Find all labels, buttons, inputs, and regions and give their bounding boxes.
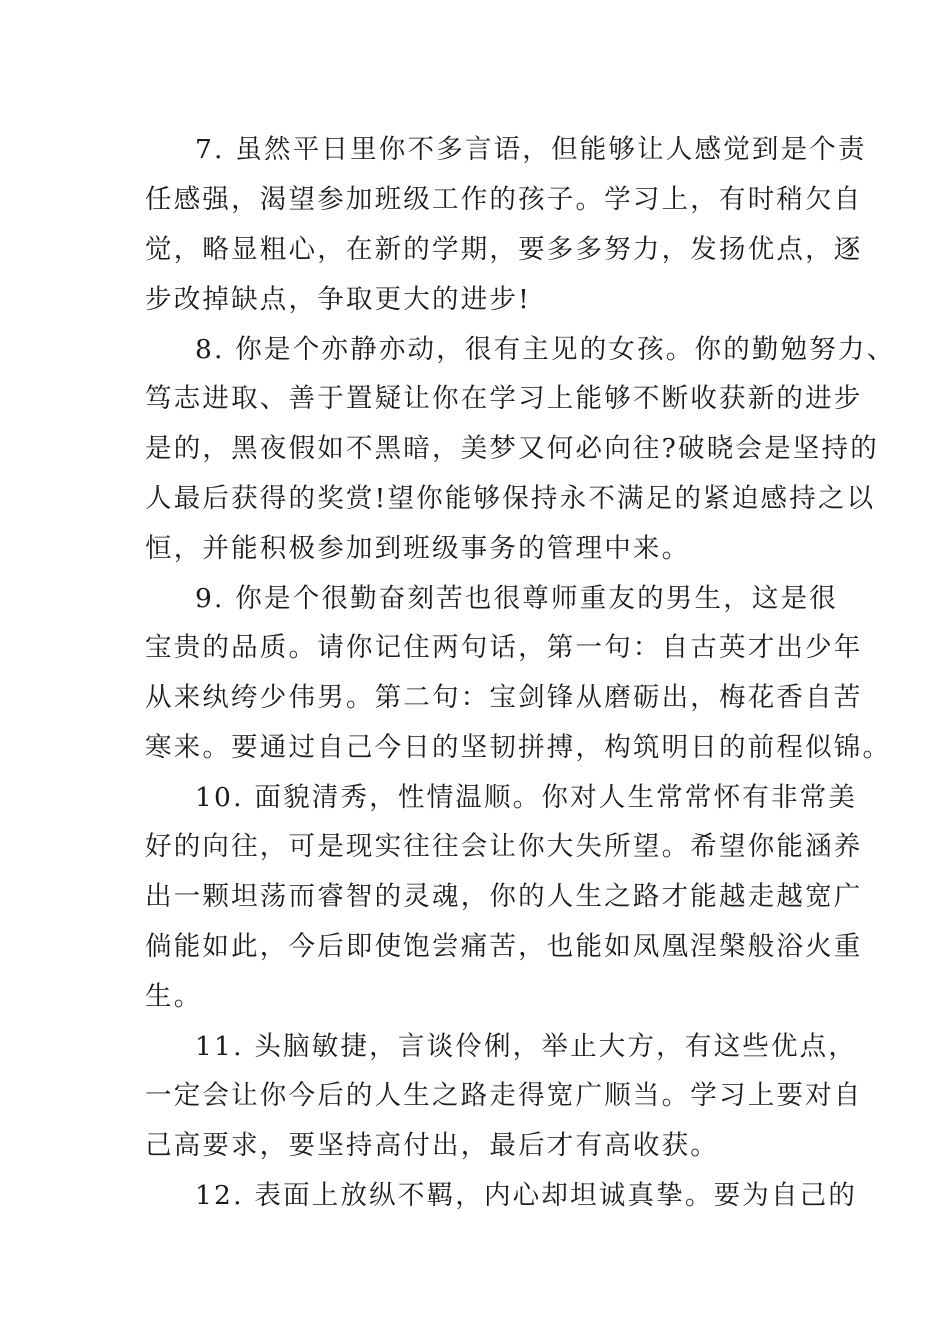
paragraph-8-line-1: 8. 你是个亦静亦动，很有主见的女孩。你的勤勉努力、: [195, 334, 896, 365]
paragraph-9-line-3: 从来纨绔少伟男。第二句：宝剑锋从磨砺出，梅花香自苦: [145, 682, 863, 713]
paragraph-7-line-3: 觉，略显粗心，在新的学期，要多多努力，发扬优点，逐: [145, 234, 863, 265]
paragraph-7-line-4: 步改掉缺点，争取更大的进步!: [145, 284, 531, 315]
paragraph-10-line-5: 生。: [145, 981, 203, 1012]
paragraph-12-line-1: 12. 表面上放纵不羁，内心却坦诚真挚。要为自己的: [195, 1180, 858, 1211]
paragraph-9-line-4: 寒来。要通过自己今日的坚韧拼搏，构筑明日的前程似锦。: [145, 732, 892, 763]
paragraph-8-line-5: 恒，并能积极参加到班级事务的管理中来。: [145, 533, 691, 564]
paragraph-9-line-2: 宝贵的品质。请你记住两句话，第一句：自古英才出少年: [145, 632, 863, 663]
paragraph-10-line-1: 10. 面貌清秀，性情温顺。你对人生常常怀有非常美: [195, 782, 858, 813]
paragraph-11-line-1: 11. 头脑敏捷，言谈伶俐，举止大方，有这些优点，: [195, 1031, 858, 1062]
paragraph-11-line-3: 己高要求，要坚持高付出，最后才有高收获。: [145, 1130, 719, 1161]
paragraph-8-line-2: 笃志进取、善于置疑让你在学习上能够不断收获新的进步: [145, 383, 863, 414]
paragraph-7-line-2: 任感强，渴望参加班级工作的孩子。学习上，有时稍欠自: [145, 184, 863, 215]
paragraph-11-line-2: 一定会让你今后的人生之路走得宽广顺当。学习上要对自: [145, 1080, 863, 1111]
paragraph-10-line-2: 好的向往，可是现实往往会让你大失所望。希望你能涵养: [145, 831, 863, 862]
paragraph-8-line-4: 人最后获得的奖赏!望你能够保持永不满足的紧迫感持之以: [145, 483, 876, 514]
paragraph-10-line-4: 倘能如此，今后即使饱尝痛苦，也能如凤凰涅槃般浴火重: [145, 931, 863, 962]
paragraph-8-line-3: 是的，黑夜假如不黑暗，美梦又何必向往?破晓会是坚持的: [145, 433, 879, 464]
paragraph-10-line-3: 出一颗坦荡而睿智的灵魂，你的人生之路才能越走越宽广: [145, 881, 863, 912]
paragraph-7-line-1: 7. 虽然平日里你不多言语，但能够让人感觉到是个责: [195, 134, 867, 165]
paragraph-9-line-1: 9. 你是个很勤奋刻苦也很尊师重友的男生，这是很: [195, 583, 839, 614]
